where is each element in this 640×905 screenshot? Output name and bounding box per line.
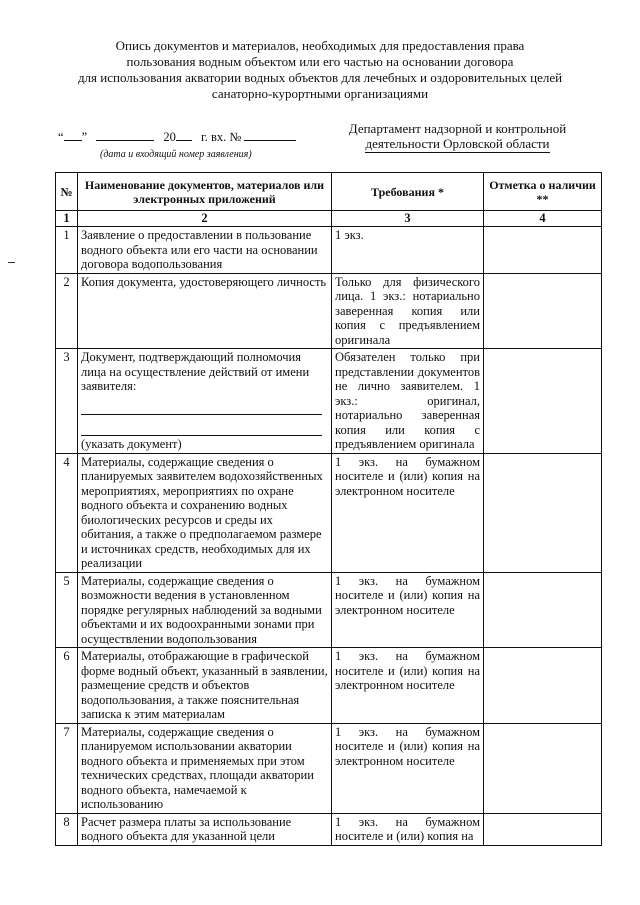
row-mark bbox=[484, 572, 602, 648]
row-name-text: Документ, подтверждающий полномочия лица на осуществление действий от имени заявителя: bbox=[81, 350, 310, 393]
row-requirements: 1 экз. на бумажном носителе и (или) копия на электронном носителе bbox=[332, 648, 484, 724]
row-mark bbox=[484, 648, 602, 724]
reg-number-label: г. вх. № bbox=[201, 130, 242, 144]
table-row bbox=[56, 453, 602, 572]
row-name bbox=[78, 349, 332, 454]
row-requirements: 1 экз. на бумажном носителе и (или) копия на электронном носителе bbox=[332, 453, 484, 572]
department-block bbox=[325, 121, 590, 153]
row-num: 5 bbox=[56, 572, 78, 648]
table-row bbox=[56, 227, 602, 274]
row-name: Материалы, содержащие сведения о возможности ведения в установленном порядке регулярных наблюдений за водными объектами и их водоохранными зонами при осуществлении водопользования bbox=[78, 572, 332, 648]
fill-in-line bbox=[81, 400, 322, 415]
row-num: 2 bbox=[56, 273, 78, 349]
day-blank bbox=[64, 128, 82, 141]
table-row bbox=[56, 572, 602, 648]
quote-close: ” bbox=[81, 130, 88, 144]
column-number-row bbox=[56, 211, 602, 227]
table-row bbox=[56, 349, 602, 454]
col-number: 1 bbox=[56, 211, 78, 227]
row-mark bbox=[484, 227, 602, 274]
documents-table bbox=[55, 172, 602, 846]
title-line: Опись документов и материалов, необходимых для предоставления права bbox=[115, 38, 525, 53]
row-num: 6 bbox=[56, 648, 78, 724]
row-num: 1 bbox=[56, 227, 78, 274]
document-title bbox=[40, 38, 600, 102]
table-row bbox=[56, 273, 602, 349]
month-blank bbox=[96, 128, 154, 141]
row-name: Материалы, отображающие в графической форме водный объект, указанный в заявлении, размещение средств и объектов водопользования, а также пояснительная записка к этим материалам bbox=[78, 648, 332, 724]
year-prefix: 20 bbox=[163, 130, 176, 144]
row-mark bbox=[484, 813, 602, 845]
table-row bbox=[56, 723, 602, 813]
year-blank bbox=[176, 128, 192, 141]
row-requirements: 1 экз. на бумажном носителе и (или) копия на электронном носителе bbox=[332, 572, 484, 648]
row-requirements: 1 экз. на бумажном носителе и (или) копия на электронном носителе bbox=[332, 723, 484, 813]
table-row bbox=[56, 648, 602, 724]
table-row bbox=[56, 813, 602, 845]
fill-in-line bbox=[81, 421, 322, 436]
row-num: 7 bbox=[56, 723, 78, 813]
row-mark bbox=[484, 723, 602, 813]
row-name: Копия документа, удостоверяющего личность bbox=[78, 273, 332, 349]
row-mark bbox=[484, 349, 602, 454]
col-number: 3 bbox=[332, 211, 484, 227]
row-requirements: 1 экз. на бумажном носителе и (или) копия на bbox=[332, 813, 484, 845]
row-num: 3 bbox=[56, 349, 78, 454]
header-requirements: Требования * bbox=[332, 173, 484, 211]
header-mark: Отметка о наличии ** bbox=[484, 173, 602, 211]
row-mark bbox=[484, 453, 602, 572]
request-note: (дата и входящий номер заявления) bbox=[100, 149, 252, 160]
col-number: 2 bbox=[78, 211, 332, 227]
row-requirements: Обязателен только при представлении документов не лично заявителем. 1 экз.: оригинал, нотариально заверенная копия или копия с предъявлением оригинала bbox=[332, 349, 484, 454]
row-num: 4 bbox=[56, 453, 78, 572]
row-name-note: (указать документ) bbox=[81, 436, 182, 451]
header-name: Наименование документов, материалов или электронных приложений bbox=[78, 173, 332, 211]
row-name: Расчет размера платы за использование водного объекта для указанной цели bbox=[78, 813, 332, 845]
row-name: Материалы, содержащие сведения о планируемых заявителем водохозяйственных мероприятиях, мероприятиях по охране водного объекта и сохранению водных биологических ресурсов и среды их обитания, а также о предполагаемом размере и источниках средств, необходимых для их реализации bbox=[78, 453, 332, 572]
row-mark bbox=[484, 273, 602, 349]
row-requirements: Только для физического лица. 1 экз.: нотариально заверенная копия или копия с предъявлением оригинала bbox=[332, 273, 484, 349]
row-num: 8 bbox=[56, 813, 78, 845]
title-line: для использования акватории водных объектов для лечебных и оздоровительных целей bbox=[77, 70, 563, 85]
reg-number-blank bbox=[244, 128, 296, 141]
header-num: № bbox=[56, 173, 78, 211]
title-line: пользования водным объектом или его частью на основании договора bbox=[126, 54, 514, 69]
department-line-2: деятельности Орловской области bbox=[365, 136, 550, 151]
row-name: Материалы, содержащие сведения о планируемом использовании акватории водного объекта и применяемых при этом технических средствах, площади акватории водного объекта, намечаемой к использованию bbox=[78, 723, 332, 813]
request-date-number-line bbox=[58, 128, 296, 145]
quote-open: “ bbox=[58, 130, 64, 144]
col-number: 4 bbox=[484, 211, 602, 227]
row-requirements: 1 экз. bbox=[332, 227, 484, 274]
title-line: санаторно-курортными организациями bbox=[211, 86, 429, 101]
department-line-1: Департамент надзорной и контрольной bbox=[348, 121, 567, 136]
row-name: Заявление о предоставлении в пользование водного объекта или его части на основании договора водопользования bbox=[78, 227, 332, 274]
margin-mark bbox=[8, 262, 15, 263]
table-header-row bbox=[56, 173, 602, 211]
